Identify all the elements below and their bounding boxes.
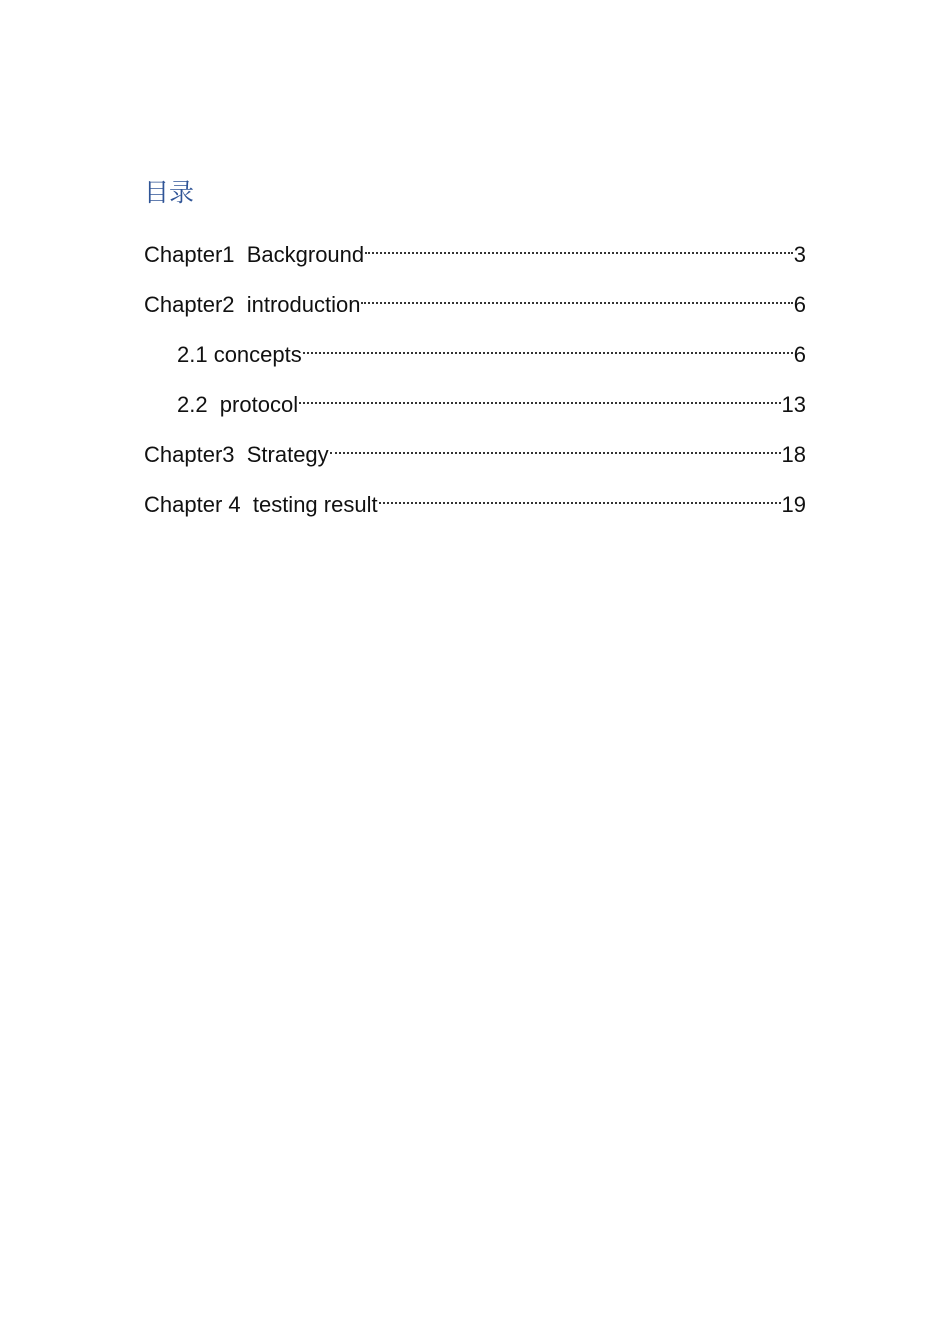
dot-leader bbox=[379, 480, 781, 512]
dot-leader bbox=[299, 380, 780, 412]
toc-entry-page-number: 18 bbox=[781, 442, 806, 467]
toc-entry-chapter4[interactable] bbox=[144, 480, 806, 530]
toc-entry-label: Chapter1 Background bbox=[144, 242, 365, 267]
dot-leader bbox=[330, 430, 781, 462]
toc-entry-page-number: 3 bbox=[793, 242, 806, 267]
toc-entry-label: 2.2 protocol bbox=[177, 392, 299, 417]
toc-entry-chapter1[interactable] bbox=[144, 230, 806, 280]
toc-entry-section-2-2[interactable] bbox=[144, 380, 806, 430]
toc-entry-section-2-1[interactable] bbox=[144, 330, 806, 380]
toc-entry-label: 2.1 concepts bbox=[177, 342, 302, 367]
dot-leader bbox=[365, 230, 793, 262]
toc-title: 目录 bbox=[144, 178, 195, 207]
toc-entry-page-number: 19 bbox=[781, 492, 806, 517]
toc-entry-page-number: 6 bbox=[793, 342, 806, 367]
toc-entry-label: Chapter 4 testing result bbox=[144, 492, 378, 517]
toc-entry-label: Chapter3 Strategy bbox=[144, 442, 329, 467]
dot-leader bbox=[361, 280, 792, 312]
toc-entry-page-number: 6 bbox=[793, 292, 806, 317]
toc-entry-chapter2[interactable] bbox=[144, 280, 806, 330]
toc-entry-page-number: 13 bbox=[781, 392, 806, 417]
dot-leader bbox=[303, 330, 793, 362]
toc-entry-label: Chapter2 introduction bbox=[144, 292, 361, 317]
toc-entry-chapter3[interactable] bbox=[144, 430, 806, 480]
table-of-contents bbox=[144, 230, 806, 530]
